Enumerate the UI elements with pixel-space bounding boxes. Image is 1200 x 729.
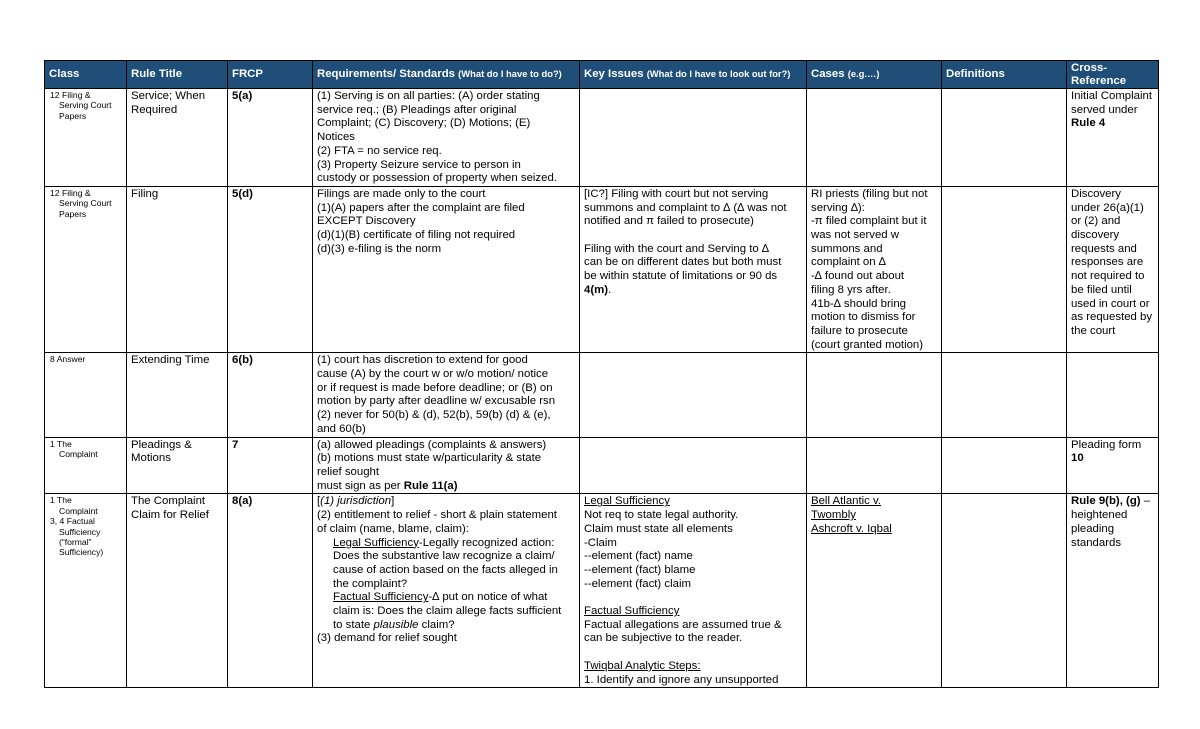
frcp-cell: 8(a) bbox=[228, 494, 313, 688]
requirements-cell: Filings are made only to the court (1)(A) papers after the complaint are filed EXCEPT Discovery (d)(1)(B) certificate of filing not required (d)(3) e-filing is the norm bbox=[313, 186, 580, 352]
table-row bbox=[45, 494, 1159, 688]
notes-table-page bbox=[44, 60, 1158, 688]
header-requirements: Requirements/ Standards (What do I have to do?) bbox=[313, 61, 580, 89]
cross-reference-cell: Pleading form 10 bbox=[1067, 437, 1159, 494]
definitions-cell bbox=[942, 437, 1067, 494]
cases-cell bbox=[807, 437, 942, 494]
requirements-cell: (a) allowed pleadings (complaints & answers) (b) motions must state w/particularity & state relief sought must sign as per Rule 11(a) bbox=[313, 437, 580, 494]
requirements-cell: (1) Serving is on all parties: (A) order stating service req.; (B) Pleadings after original Complaint; (C) Discovery; (D) Motions; (E) Notices (2) FTA = no service req. (3) Property Seizure service to person in custody or possession of property when seized. bbox=[313, 89, 580, 187]
requirements-cell: [(1) jurisdiction] (2) entitlement to relief - short & plain statement of claim (name, blame, claim): Legal Sufficiency-Legally recognized action: Does the substantive law recognize a claim/ cause of action based on the facts alleged in the complaint? Factual Sufficiency-∆ put on notice of what claim is: Does the claim allege facts sufficient to state plausible claim? (3) demand for relief sought bbox=[313, 494, 580, 688]
rule-title-cell: Extending Time bbox=[127, 353, 228, 437]
class-cell: 1 The Complaint bbox=[45, 437, 127, 494]
cross-reference-cell bbox=[1067, 353, 1159, 437]
frcp-cell: 5(d) bbox=[228, 186, 313, 352]
frcp-cell: 5(a) bbox=[228, 89, 313, 187]
table-row bbox=[45, 89, 1159, 187]
case-link[interactable]: Ashcroft v. Iqbal bbox=[811, 522, 892, 535]
table-row bbox=[45, 437, 1159, 494]
cross-reference-cell: Initial Complaint served under Rule 4 bbox=[1067, 89, 1159, 187]
key-issues-cell: Legal Sufficiency Not req to state legal authority. Claim must state all elements -Claim --element (fact) name --element (fact) blame --element (fact) claim Factual Sufficiency Factual allegations are assumed true & can be subjective to the reader. Twiqbal Analytic Steps: 1. Identify and ignore any unsupported bbox=[580, 494, 807, 688]
definitions-cell bbox=[942, 353, 1067, 437]
rule-title-cell: The Complaint Claim for Relief bbox=[127, 494, 228, 688]
definitions-cell bbox=[942, 494, 1067, 688]
case-link[interactable]: Bell Atlantic v. bbox=[811, 495, 882, 508]
cases-cell bbox=[807, 89, 942, 187]
rule-title-cell: Filing bbox=[127, 186, 228, 352]
class-cell: 12 Filing & Serving Court Papers bbox=[45, 89, 127, 187]
cases-cell bbox=[807, 494, 942, 688]
header-class: Class bbox=[45, 61, 127, 89]
rule-title-cell: Pleadings & Motions bbox=[127, 437, 228, 494]
definitions-cell bbox=[942, 89, 1067, 187]
header-frcp: FRCP bbox=[228, 61, 313, 89]
header-cross-reference: Cross-Reference bbox=[1067, 61, 1159, 89]
class-cell: 12 Filing & Serving Court Papers bbox=[45, 186, 127, 352]
key-issues-cell bbox=[580, 353, 807, 437]
header-key-issues: Key Issues (What do I have to look out for?) bbox=[580, 61, 807, 89]
requirements-cell: (1) court has discretion to extend for good cause (A) by the court w or w/o motion/ notice or if request is made before deadline; or (B) on motion by party after deadline w/ excusable rsn (2) never for 50(b) & (d), 52(b), 59(b) (d) & (e), and 60(b) bbox=[313, 353, 580, 437]
key-issues-cell bbox=[580, 89, 807, 187]
cross-reference-cell: Discovery under 26(a)(1) or (2) and discovery requests and responses are not required to be filed until used in court or as requested by the court bbox=[1067, 186, 1159, 352]
header-row bbox=[45, 61, 1159, 89]
case-link[interactable]: Twombly bbox=[811, 509, 856, 522]
table-row bbox=[45, 186, 1159, 352]
class-cell: 8 Answer bbox=[45, 353, 127, 437]
rules-outline-table bbox=[44, 60, 1159, 688]
cross-reference-cell: Rule 9(b), (g) – heightened pleading standards bbox=[1067, 494, 1159, 688]
key-issues-cell: [IC?] Filing with court but not serving summons and complaint to ∆ (∆ was not notified and π failed to prosecute) Filing with the court and Serving to ∆ can be on different dates but both must be within statute of limitations or 90 ds 4(m). bbox=[580, 186, 807, 352]
key-issues-cell bbox=[580, 437, 807, 494]
frcp-cell: 6(b) bbox=[228, 353, 313, 437]
header-definitions: Definitions bbox=[942, 61, 1067, 89]
cases-cell: RI priests (filing but not serving ∆): -π filed complaint but it was not served w summons and complaint on ∆ -∆ found out about filing 8 yrs after. 41b-∆ should bring motion to dismiss for failure to prosecute (court granted motion) bbox=[807, 186, 942, 352]
class-cell: 1 The Complaint 3, 4 Factual Sufficiency (“formal” Sufficiency) bbox=[45, 494, 127, 688]
header-rule-title: Rule Title bbox=[127, 61, 228, 89]
header-cases: Cases (e.g.…) bbox=[807, 61, 942, 89]
table-row bbox=[45, 353, 1159, 437]
definitions-cell bbox=[942, 186, 1067, 352]
frcp-cell: 7 bbox=[228, 437, 313, 494]
cases-cell bbox=[807, 353, 942, 437]
rule-title-cell: Service; When Required bbox=[127, 89, 228, 187]
